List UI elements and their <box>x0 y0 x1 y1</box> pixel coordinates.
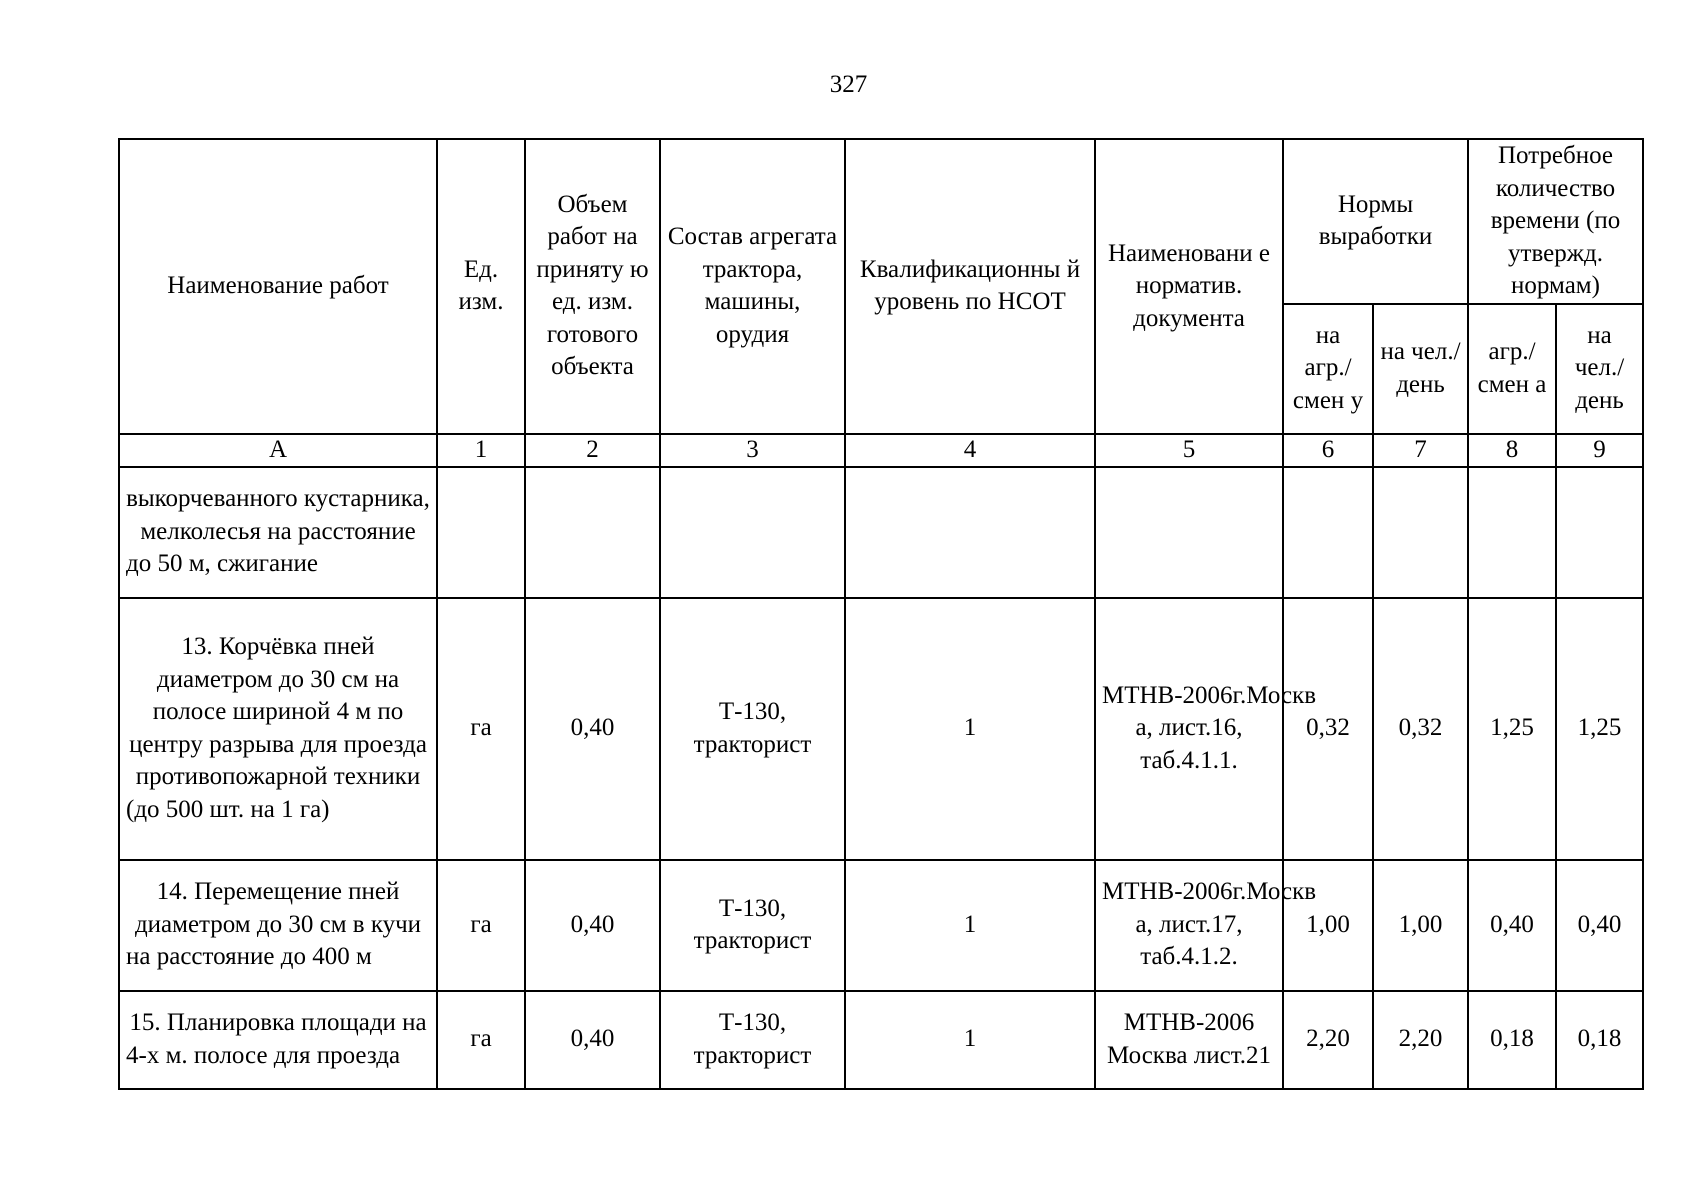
row-time-agr: 0,18 <box>1468 991 1556 1089</box>
row-document <box>1095 467 1283 598</box>
row-norm-man: 1,00 <box>1373 860 1468 991</box>
row-norm-agr: 0,32 <box>1283 598 1373 860</box>
header-norm-agr: на агр./ смен у <box>1283 304 1373 434</box>
row-work-name: 13. Корчёвка пней диаметром до 30 см на полосе шириной 4 м по центру разрыва для проезда противопожарной техники (до 500 шт. на 1 га) <box>119 598 437 860</box>
header-work-name: Наименование работ <box>119 139 437 434</box>
row-qualification: 1 <box>845 598 1095 860</box>
column-number: 9 <box>1556 434 1643 467</box>
row-norm-agr: 1,00 <box>1283 860 1373 991</box>
row-time-agr <box>1468 467 1556 598</box>
row-work-name: 15. Планировка площади на 4-х м. полосе для проезда <box>119 991 437 1089</box>
column-number: 8 <box>1468 434 1556 467</box>
header-time-agr: агр./ смен а <box>1468 304 1556 434</box>
column-number: 3 <box>660 434 845 467</box>
header-document: Наименовани е норматив. документа <box>1095 139 1283 434</box>
header-norm-man: на чел./ день <box>1373 304 1468 434</box>
row-norm-man <box>1373 467 1468 598</box>
row-unit <box>437 467 525 598</box>
column-number-row <box>119 434 1643 467</box>
column-number: 1 <box>437 434 525 467</box>
row-qualification <box>845 467 1095 598</box>
row-time-man: 1,25 <box>1556 598 1643 860</box>
row-work-name: 14. Перемещение пней диаметром до 30 см в кучи на расстояние до 400 м <box>119 860 437 991</box>
row-qualification: 1 <box>845 991 1095 1089</box>
row-volume: 0,40 <box>525 598 660 860</box>
column-number: 7 <box>1373 434 1468 467</box>
row-volume: 0,40 <box>525 991 660 1089</box>
row-unit-composition <box>660 467 845 598</box>
header-unit: Ед. изм. <box>437 139 525 434</box>
header-qualification: Квалификационны й уровень по НСОТ <box>845 139 1095 434</box>
row-time-man: 0,18 <box>1556 991 1643 1089</box>
column-number: 4 <box>845 434 1095 467</box>
page-number: 327 <box>829 71 868 98</box>
row-norm-agr: 2,20 <box>1283 991 1373 1089</box>
row-qualification: 1 <box>845 860 1095 991</box>
table-row <box>119 598 1643 860</box>
header-volume: Объем работ на приняту ю ед. изм. готового объекта <box>525 139 660 434</box>
table-row <box>119 467 1643 598</box>
row-unit-composition: Т-130, тракторист <box>660 860 845 991</box>
row-volume <box>525 467 660 598</box>
norms-table <box>118 138 1644 1090</box>
row-unit-composition: Т-130, тракторист <box>660 598 845 860</box>
row-time-agr: 1,25 <box>1468 598 1556 860</box>
row-time-man <box>1556 467 1643 598</box>
table-row <box>119 991 1643 1089</box>
header-time-man: на чел./ день <box>1556 304 1643 434</box>
header-time-group: Потребное количество времени (по утвержд. нормам) <box>1468 139 1643 304</box>
column-number: А <box>119 434 437 467</box>
row-time-agr: 0,40 <box>1468 860 1556 991</box>
row-norm-agr <box>1283 467 1373 598</box>
header-unit-composition: Состав агрегата трактора, машины, орудия <box>660 139 845 434</box>
column-number: 5 <box>1095 434 1283 467</box>
column-number: 6 <box>1283 434 1373 467</box>
row-norm-man: 2,20 <box>1373 991 1468 1089</box>
row-document: МТНВ-2006г.Москв а, лист.17, таб.4.1.2. <box>1095 860 1283 991</box>
row-document: МТНВ-2006г.Москв а, лист.16, таб.4.1.1. <box>1095 598 1283 860</box>
row-norm-man: 0,32 <box>1373 598 1468 860</box>
row-unit: га <box>437 598 525 860</box>
row-work-name: выкорчеванного кустарника, мелколесья на расстояние до 50 м, сжигание <box>119 467 437 598</box>
row-unit-composition: Т-130, тракторист <box>660 991 845 1089</box>
row-time-man: 0,40 <box>1556 860 1643 991</box>
row-volume: 0,40 <box>525 860 660 991</box>
row-unit: га <box>437 860 525 991</box>
header-norms-group: Нормы выработки <box>1283 139 1468 304</box>
column-number: 2 <box>525 434 660 467</box>
row-unit: га <box>437 991 525 1089</box>
row-document: МТНВ-2006 Москва лист.21 <box>1095 991 1283 1089</box>
table-row <box>119 860 1643 991</box>
